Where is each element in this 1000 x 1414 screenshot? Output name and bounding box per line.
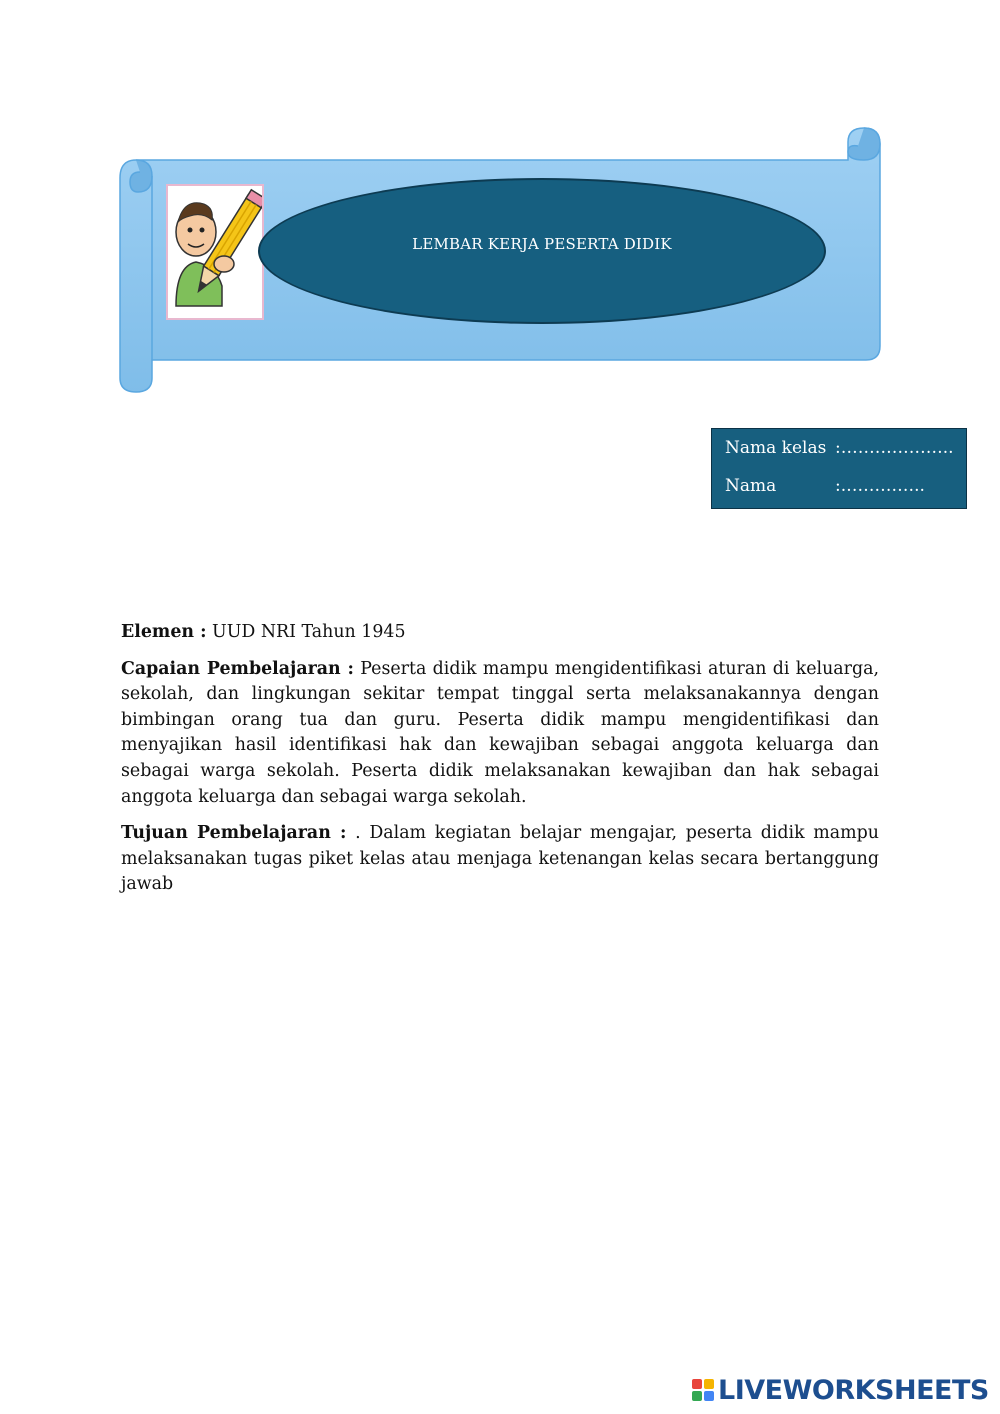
objective-value: . Dalam kegiatan belajar mengajar, peserta didik mampu melaksanakan tugas piket kelas atau menjaga ketenangan kelas secara bertanggung jawab bbox=[121, 823, 879, 895]
learning-content bbox=[121, 620, 879, 909]
name-field[interactable]: :.………….. bbox=[835, 476, 925, 496]
logo-text: LIVEWORKSHEETS bbox=[718, 1374, 989, 1406]
element-paragraph bbox=[121, 620, 879, 646]
cartoon-illustration bbox=[166, 184, 264, 320]
class-label: Nama kelas bbox=[725, 438, 827, 458]
name-label: Nama bbox=[725, 476, 777, 496]
name-row bbox=[725, 476, 925, 496]
liveworksheets-logo bbox=[692, 1374, 989, 1406]
outcome-paragraph bbox=[121, 657, 879, 811]
objective-label: Tujuan Pembelajaran : bbox=[121, 823, 347, 844]
class-field[interactable]: :……………….. bbox=[835, 438, 954, 458]
element-value: UUD NRI Tahun 1945 bbox=[212, 622, 406, 642]
logo-square-1 bbox=[692, 1379, 702, 1389]
element-label: Elemen : bbox=[121, 622, 207, 642]
objective-paragraph bbox=[121, 821, 879, 898]
class-row bbox=[725, 438, 954, 458]
student-identity-box bbox=[711, 428, 967, 509]
outcome-label: Capaian Pembelajaran : bbox=[121, 658, 354, 679]
page-title: LEMBAR KERJA PESERTA DIDIK bbox=[412, 235, 672, 253]
logo-square-3 bbox=[692, 1391, 702, 1401]
title-ellipse bbox=[258, 178, 826, 324]
logo-grid-icon bbox=[692, 1379, 714, 1401]
outcome-value: Peserta didik mampu mengidentifikasi aturan di keluarga, sekolah, dan lingkungan sekitar tempat tinggal serta melaksanakannya dengan bimbingan orang tua dan guru. Peserta didik mampu mengidentifikasi dan menyajikan hasil identifikasi hak dan kewajiban sebagai anggota keluarga dan sebagai warga sekolah. Peserta didik melaksanakan kewajiban dan hak sebagai anggota keluarga dan sebagai warga sekolah. bbox=[121, 658, 879, 807]
logo-square-4 bbox=[704, 1391, 714, 1401]
logo-square-2 bbox=[704, 1379, 714, 1389]
pencil-boy-icon bbox=[168, 186, 262, 318]
